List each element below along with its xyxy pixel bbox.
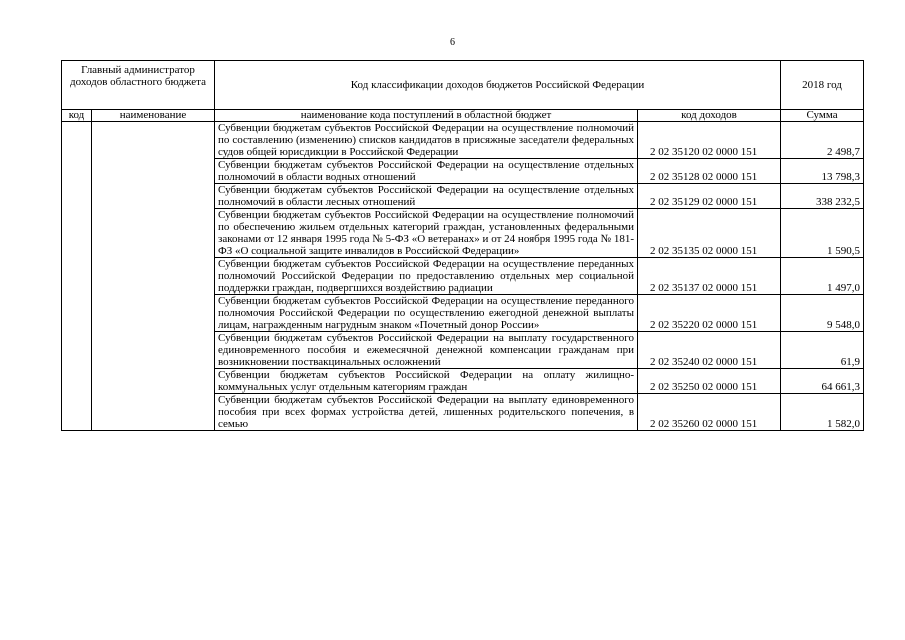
- subheader-income-code: код доходов: [638, 110, 781, 122]
- page-number: 6: [450, 37, 455, 48]
- row-code: 2 02 35129 02 0000 151: [638, 184, 781, 209]
- header-classification: Код классификации доходов бюджетов Российской Федерации: [215, 61, 781, 110]
- row-sum: 13 798,3: [781, 159, 864, 184]
- row-sum: 61,9: [781, 332, 864, 369]
- row-name: Субвенции бюджетам субъектов Российской Федерации на осуществление отдельных полномочий в области водных отношений: [215, 159, 638, 184]
- row-code: 2 02 35220 02 0000 151: [638, 295, 781, 332]
- header-year: 2018 год: [781, 61, 864, 110]
- table-header-row: [62, 61, 864, 110]
- row-sum: 9 548,0: [781, 295, 864, 332]
- header-admin: Главный администратор доходов областного бюджета: [62, 61, 215, 110]
- row-code: 2 02 35240 02 0000 151: [638, 332, 781, 369]
- table-subheader-row: [62, 110, 864, 122]
- row-name: Субвенции бюджетам субъектов Российской Федерации на осуществление переданного полномочия Российской Федерации по осуществлению ежегодной денежной выплаты лицам, награжденным нагрудным знаком «Почетный донор России»: [215, 295, 638, 332]
- row-code: 2 02 35250 02 0000 151: [638, 369, 781, 394]
- row-sum: 64 661,3: [781, 369, 864, 394]
- row-name: Субвенции бюджетам субъектов Российской Федерации на выплату государственного единовременного пособия и ежемесячной денежной компенсации гражданам при возникновении поствакцинальных осложнений: [215, 332, 638, 369]
- row-name: Субвенции бюджетам субъектов Российской Федерации на оплату жилищно-коммунальных услуг отдельным категориям граждан: [215, 369, 638, 394]
- row-code: 2 02 35260 02 0000 151: [638, 394, 781, 431]
- row-code: 2 02 35137 02 0000 151: [638, 258, 781, 295]
- income-classification-table: [61, 60, 864, 431]
- row-code: 2 02 35135 02 0000 151: [638, 209, 781, 258]
- row-name: Субвенции бюджетам субъектов Российской Федерации на осуществление полномочий по обеспечению жильем отдельных категорий граждан, установленных федеральными законами от 12 января 1995 года № 5-ФЗ «О ветеранах» и от 24 ноября 1995 года № 181-ФЗ «О социальной защите инвалидов в Российской Федерации»: [215, 209, 638, 258]
- admin-name-cell: [92, 122, 215, 431]
- row-name: Субвенции бюджетам субъектов Российской Федерации на осуществление полномочий по составлению (изменению) списков кандидатов в присяжные заседатели федеральных судов общей юрисдикции в Российской Федерации: [215, 122, 638, 159]
- subheader-name: наименование: [92, 110, 215, 122]
- row-code: 2 02 35128 02 0000 151: [638, 159, 781, 184]
- row-name: Субвенции бюджетам субъектов Российской Федерации на осуществление отдельных полномочий в области лесных отношений: [215, 184, 638, 209]
- subheader-income-name: наименование кода поступлений в областной бюджет: [215, 110, 638, 122]
- row-sum: 1 497,0: [781, 258, 864, 295]
- row-name: Субвенции бюджетам субъектов Российской Федерации на выплату единовременного пособия при всех формах устройства детей, лишенных родительского попечения, в семью: [215, 394, 638, 431]
- subheader-code: код: [62, 110, 92, 122]
- row-code: 2 02 35120 02 0000 151: [638, 122, 781, 159]
- row-sum: 1 590,5: [781, 209, 864, 258]
- row-sum: 2 498,7: [781, 122, 864, 159]
- subheader-sum: Сумма: [781, 110, 864, 122]
- row-sum: 338 232,5: [781, 184, 864, 209]
- row-sum: 1 582,0: [781, 394, 864, 431]
- row-name: Субвенции бюджетам субъектов Российской Федерации на осуществление переданных полномочий Российской Федерации по предоставлению отдельных мер социальной поддержки граждан, подвергшихся воздействию радиации: [215, 258, 638, 295]
- admin-code-cell: [62, 122, 92, 431]
- table-row: [62, 122, 864, 159]
